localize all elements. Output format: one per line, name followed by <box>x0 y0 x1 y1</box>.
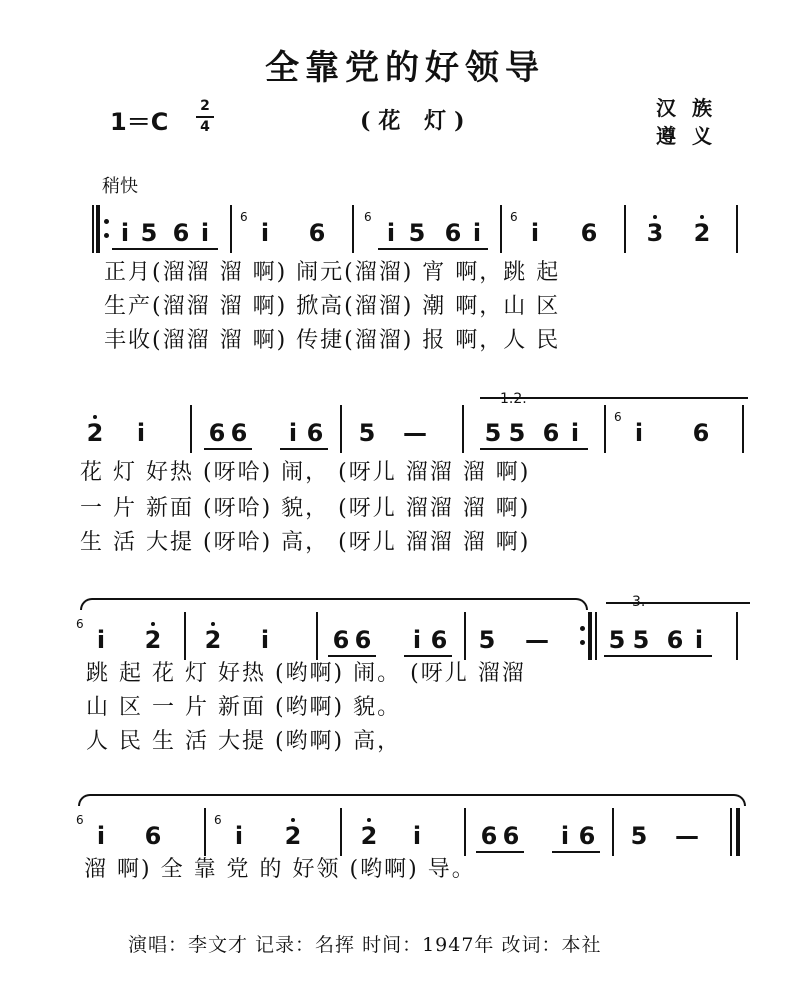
beam <box>480 448 588 450</box>
barline <box>736 612 738 660</box>
barline <box>624 205 626 253</box>
subtitle: (花 灯) <box>360 108 473 134</box>
lyric-verse-2: 山 区 一 片 新面 (哟啊) 貌。 <box>86 695 402 720</box>
lyric-verse-1: 跳 起 花 灯 好热 (哟啊) 闹。 (呀儿 溜溜 <box>86 661 526 686</box>
grace-note: 6 <box>364 210 372 224</box>
note: 2 <box>360 822 378 850</box>
beam <box>404 655 452 657</box>
note: i <box>472 219 482 247</box>
beam <box>604 655 712 657</box>
note: i <box>530 219 540 247</box>
note: 6 <box>308 219 326 247</box>
note: i <box>560 822 570 850</box>
note: 2 <box>86 419 104 447</box>
lyric-verse-1: 正月(溜溜 溜 啊) 闹元(溜溜) 宵 啊，跳 起 <box>104 260 561 285</box>
meter-divider <box>196 116 214 118</box>
lyric-verse-3: 生 活 大提 (呀哈) 高， (呀儿 溜溜 溜 啊) <box>80 530 531 555</box>
note: 5 <box>508 419 526 447</box>
tie-slur <box>78 794 746 806</box>
note: 5 <box>632 626 650 654</box>
start-barline <box>92 205 94 253</box>
origin-ethnicity: 汉族 <box>656 96 728 120</box>
note: i <box>96 626 106 654</box>
barline <box>604 405 606 453</box>
lyric-verse-1: 溜 啊) 全 靠 党 的 好领 (哟啊) 导。 <box>84 857 476 882</box>
grace-note: 6 <box>76 617 84 631</box>
barline <box>230 205 232 253</box>
note: 6 <box>172 219 190 247</box>
barline <box>464 612 466 660</box>
grace-note: 6 <box>240 210 248 224</box>
origin-info <box>656 94 728 150</box>
grace-note: 6 <box>614 410 622 424</box>
note: i <box>234 822 244 850</box>
note: 2 <box>204 626 222 654</box>
beam <box>112 248 218 250</box>
origin-region: 遵义 <box>656 124 728 148</box>
barline <box>340 405 342 453</box>
note: 5 <box>358 419 376 447</box>
barline <box>184 612 186 660</box>
lyric-verse-1: 花 灯 好热 (呀哈) 闹， (呀儿 溜溜 溜 啊) <box>80 460 531 485</box>
repeat-dot <box>104 233 109 238</box>
note: 5 <box>630 822 648 850</box>
note: 2 <box>284 822 302 850</box>
time-signature <box>196 98 214 136</box>
note: 2 <box>693 219 711 247</box>
note: 6 <box>578 822 596 850</box>
note: 5 <box>408 219 426 247</box>
barline <box>340 808 342 856</box>
final-barline <box>730 808 732 856</box>
repeat-dot <box>580 626 585 631</box>
lyric-verse-2: 一 片 新面 (呀哈) 貌， (呀儿 溜溜 溜 啊) <box>80 496 531 521</box>
note: i <box>200 219 210 247</box>
note: 6 <box>580 219 598 247</box>
beam <box>378 248 488 250</box>
note: — <box>403 419 427 447</box>
volta-bracket-3 <box>606 602 750 604</box>
note: i <box>412 626 422 654</box>
final-barline-thick <box>736 808 740 856</box>
note: i <box>634 419 644 447</box>
beam <box>552 851 600 853</box>
beam <box>328 655 376 657</box>
credits: 演唱：李文才 记录：名挥 时间：1947年 改词：本社 <box>128 934 602 956</box>
beam <box>204 448 252 450</box>
note: i <box>570 419 580 447</box>
note: 3 <box>646 219 664 247</box>
note: 6 <box>306 419 324 447</box>
note: — <box>525 626 549 654</box>
barline <box>316 612 318 660</box>
grace-note: 6 <box>510 210 518 224</box>
note: 6 <box>208 419 226 447</box>
note: i <box>136 419 146 447</box>
barline <box>190 405 192 453</box>
note: 2 <box>144 626 162 654</box>
note: 6 <box>354 626 372 654</box>
tempo-marking: 稍快 <box>102 176 138 197</box>
note: 5 <box>140 219 158 247</box>
note: i <box>386 219 396 247</box>
note: 6 <box>430 626 448 654</box>
tie-slur <box>80 598 588 610</box>
repeat-dot <box>104 219 109 224</box>
note: i <box>120 219 130 247</box>
lyric-verse-2: 生产(溜溜 溜 啊) 掀高(溜溜) 潮 啊，山 区 <box>104 294 561 319</box>
note: 5 <box>608 626 626 654</box>
note: i <box>412 822 422 850</box>
start-barline-thick <box>96 205 100 253</box>
barline <box>464 808 466 856</box>
note: 5 <box>484 419 502 447</box>
beam <box>476 851 524 853</box>
repeat-dot <box>580 640 585 645</box>
song-title: 全靠党的好领导 <box>265 48 545 88</box>
note: 6 <box>666 626 684 654</box>
beam <box>280 448 328 450</box>
lyric-verse-3: 丰收(溜溜 溜 啊) 传捷(溜溜) 报 啊，人 民 <box>104 328 561 353</box>
barline <box>736 205 738 253</box>
note: i <box>288 419 298 447</box>
note: i <box>96 822 106 850</box>
volta-label-3: 3. <box>632 594 646 610</box>
end-repeat-barline-thick <box>588 612 592 660</box>
note: 5 <box>478 626 496 654</box>
barline <box>742 405 744 453</box>
note: 6 <box>692 419 710 447</box>
note: i <box>694 626 704 654</box>
end-repeat-barline <box>595 612 597 660</box>
lyric-verse-3: 人 民 生 活 大提 (哟啊) 高， <box>86 729 402 754</box>
note: i <box>260 219 270 247</box>
barline <box>352 205 354 253</box>
note: 6 <box>542 419 560 447</box>
note: — <box>675 822 699 850</box>
note: 6 <box>230 419 248 447</box>
note: 6 <box>444 219 462 247</box>
barline <box>462 405 464 453</box>
key-signature: 1＝C <box>110 108 169 136</box>
note: i <box>260 626 270 654</box>
meter-bottom: 4 <box>200 119 210 135</box>
meter-top: 2 <box>200 98 210 114</box>
barline <box>500 205 502 253</box>
note: 6 <box>144 822 162 850</box>
volta-label-1-2: 1.2. <box>500 391 527 407</box>
grace-note: 6 <box>214 813 222 827</box>
barline <box>612 808 614 856</box>
barline <box>204 808 206 856</box>
grace-note: 6 <box>76 813 84 827</box>
note: 6 <box>480 822 498 850</box>
note: 6 <box>332 626 350 654</box>
note: 6 <box>502 822 520 850</box>
